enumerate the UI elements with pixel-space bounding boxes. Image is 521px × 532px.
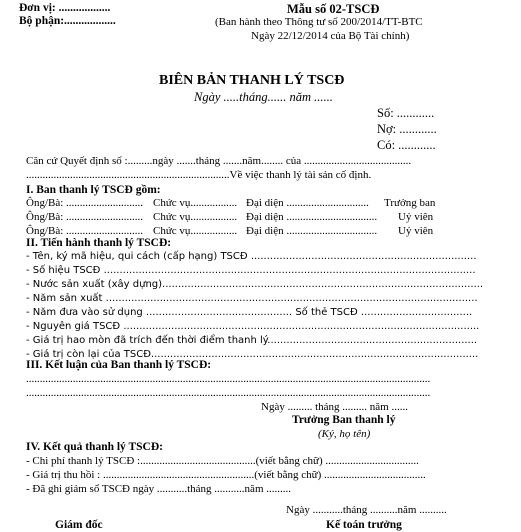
conclusion-line: ................................................................................................................................................... [26, 387, 431, 399]
list-item: - Nước sản xuất (xây dựng)..................................................................................................... [26, 279, 484, 290]
doc-number: Số: ............ [377, 106, 435, 120]
member-role: Uỷ viên [398, 211, 434, 223]
member-position: Chức vụ................. [153, 197, 238, 209]
title-date: Ngày .....tháng...... năm ...... [194, 90, 333, 104]
section-1-heading: I. Ban thanh lý TSCĐ gồm: [26, 184, 161, 196]
member-representative: Đại diện ................................. [246, 211, 378, 223]
result-item: - Chi phí thanh lý TSCĐ :..........................................(viết bằng chữ) .................................. [26, 455, 419, 467]
page-title: BIÊN BẢN THANH LÝ TSCĐ [159, 73, 345, 88]
member-representative: Đại diện .............................. [246, 197, 369, 209]
list-item: - Năm đưa vào sử dụng .............................................. Số thẻ TSCĐ ................................... [26, 307, 473, 318]
list-item: - Nguyên giá TSCĐ ................................................................................................................ [26, 321, 480, 332]
section-3-date: Ngày ......... tháng ......... năm ...... [261, 401, 408, 413]
member-name: Ông/Bà: ............................ [26, 211, 144, 223]
list-item: - Giá trị hao mòn đã trích đến thời điểm thanh lý.................................................................. [26, 335, 478, 346]
result-item: - Đã ghi giảm sổ TSCĐ ngày ...........tháng ...........năm ......... [26, 483, 291, 495]
basis-line: Căn cứ Quyết định số :.........ngày .......tháng .......năm........ của ....................................... [26, 155, 412, 167]
issuance-date: Ngày 22/12/2014 của Bộ Tài chính) [251, 30, 410, 42]
credit-account: Có: ............ [377, 138, 436, 152]
signer-title: Trưởng Ban thanh lý [292, 414, 396, 426]
member-role: Trưởng ban [384, 197, 436, 209]
member-position: Chức vụ................. [153, 225, 238, 237]
section-4-date: Ngày ...........tháng ..........năm .......... [286, 504, 447, 516]
list-item: - Năm sản xuất ..................................................................................................................... [26, 293, 478, 304]
chief-accountant-signature-title: Kế toán trưởng [326, 519, 402, 531]
member-role: Uỷ viên [398, 225, 434, 237]
member-position: Chức vụ................. [153, 211, 238, 223]
member-name: Ông/Bà: ............................ [26, 197, 144, 209]
section-3-heading: III. Kết luận của Ban thanh lý TSCĐ: [26, 359, 212, 371]
list-item: - Số hiệu TSCĐ ..................................................................................................................... [26, 265, 476, 276]
section-2-heading: II. Tiến hành thanh lý TSCĐ: [26, 237, 172, 249]
signer-note: (Ký, họ tên) [318, 428, 371, 440]
section-4-heading: IV. Kết quả thanh lý TSCĐ: [26, 441, 163, 453]
result-item: - Giá trị thu hồi : .......................................................(viết bằng chữ) ..................................... [26, 469, 426, 481]
basis-line-2: ..........................................................................Về việc thanh lý tài sản cố định. [26, 169, 372, 181]
debit-account: Nợ: ............ [377, 122, 437, 136]
member-representative: Đại diện ................................. [246, 225, 378, 237]
director-signature-title: Giám đốc [55, 519, 103, 531]
bo-phan-label: Bộ phận:.................. [19, 15, 116, 27]
list-item: - Tên, ký mã hiệu, qui cách (cấp hạng) TSCĐ ....................................................................... [26, 251, 477, 262]
form-number: Mẫu số 02-TSCĐ [287, 2, 380, 16]
member-name: Ông/Bà: ............................ [26, 225, 144, 237]
conclusion-line: ................................................................................................................................................... [26, 373, 431, 385]
issuance-note: (Ban hành theo Thông tư số 200/2014/TT-BTC [215, 16, 423, 28]
list-item: - Giá trị còn lại của TSCĐ....................................................................................................... [26, 349, 479, 360]
don-vi-label: Đơn vị: .................. [19, 2, 111, 14]
